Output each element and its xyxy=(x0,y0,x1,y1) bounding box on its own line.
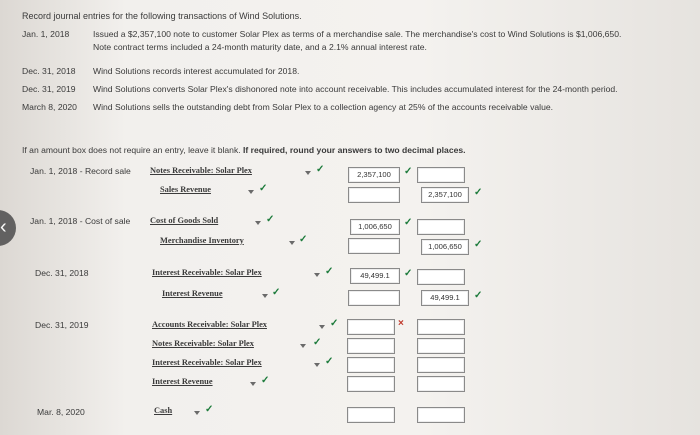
check-icon: ✓ xyxy=(266,214,275,225)
check-icon: ✓ xyxy=(316,164,325,175)
check-icon: ✓ xyxy=(474,290,483,301)
check-icon: ✓ xyxy=(474,239,483,250)
transaction-date: March 8, 2020 xyxy=(22,102,77,112)
chevron-down-icon[interactable] xyxy=(289,241,295,245)
credit-account-select[interactable]: Sales Revenue xyxy=(160,185,211,194)
credit-amount-input[interactable]: 1,006,650 xyxy=(421,239,469,255)
account-select[interactable]: Cash xyxy=(154,406,173,415)
debit-account-select[interactable]: Notes Receivable: Solar Plex xyxy=(150,166,252,175)
check-icon: ✓ xyxy=(325,266,334,277)
account-select[interactable]: Interest Receivable: Solar Plex xyxy=(152,358,262,367)
credit-account-select[interactable]: Merchandise Inventory xyxy=(160,236,244,245)
chevron-down-icon[interactable] xyxy=(262,294,268,298)
check-icon: ✓ xyxy=(299,234,308,245)
account-select[interactable]: Interest Revenue xyxy=(152,377,213,386)
chevron-down-icon[interactable] xyxy=(319,325,325,329)
credit-amount-input[interactable] xyxy=(417,219,465,235)
debit-amount-input[interactable] xyxy=(348,187,400,203)
check-icon: ✓ xyxy=(272,287,281,298)
back-nav-button[interactable] xyxy=(0,210,16,246)
check-icon: ✓ xyxy=(205,404,214,415)
debit-amount-input[interactable] xyxy=(347,319,395,335)
transaction-date: Dec. 31, 2019 xyxy=(22,84,76,94)
check-icon: ✓ xyxy=(325,356,334,367)
entry-label: Jan. 1, 2018 - Record sale xyxy=(30,166,131,176)
debit-amount-input[interactable] xyxy=(348,238,400,254)
check-icon: ✓ xyxy=(404,217,413,228)
transaction-text: Wind Solutions records interest accumulated for 2018. xyxy=(93,66,300,76)
chevron-down-icon[interactable] xyxy=(314,363,320,367)
account-select[interactable]: Notes Receivable: Solar Plex xyxy=(152,339,254,348)
debit-amount-input[interactable] xyxy=(347,338,395,354)
instructions-normal: If an amount box does not require an entry, leave it blank. xyxy=(22,145,241,155)
transaction-text: Issued a $2,357,100 note to customer Solar Plex as terms of a merchandise sale. The merchandise's cost to Wind Solutions is $1,006,650. xyxy=(93,29,622,39)
check-icon: ✓ xyxy=(404,268,413,279)
chevron-down-icon[interactable] xyxy=(194,411,200,415)
credit-amount-input[interactable] xyxy=(417,167,465,183)
debit-amount-input[interactable] xyxy=(347,357,395,373)
debit-account-select[interactable]: Cost of Goods Sold xyxy=(150,216,219,225)
entry-label: Mar. 8, 2020 xyxy=(37,407,85,417)
chevron-down-icon[interactable] xyxy=(250,382,256,386)
instructions-bold: If required, round your answers to two decimal places. xyxy=(243,145,466,155)
credit-amount-input[interactable]: 2,357,100 xyxy=(421,187,469,203)
debit-amount-input[interactable] xyxy=(347,376,395,392)
credit-amount-input[interactable] xyxy=(417,319,465,335)
debit-amount-input[interactable] xyxy=(347,407,395,423)
transaction-date: Dec. 31, 2018 xyxy=(22,66,76,76)
check-icon: ✓ xyxy=(259,183,268,194)
transaction-text: Wind Solutions sells the outstanding debt from Solar Plex to a collection agency at 25% of the accounts receivable value. xyxy=(93,102,554,112)
transaction-text: Note contract terms included a 24-month maturity date, and a 2.1% annual interest rate. xyxy=(93,42,427,52)
check-icon: ✓ xyxy=(330,318,339,329)
credit-amount-input[interactable] xyxy=(417,407,465,423)
credit-amount-input[interactable] xyxy=(417,338,465,354)
debit-amount-input[interactable]: 2,357,100 xyxy=(348,167,400,183)
chevron-down-icon[interactable] xyxy=(255,221,261,225)
entry-label: Dec. 31, 2018 xyxy=(35,268,89,278)
credit-amount-input[interactable] xyxy=(417,269,465,285)
instructions xyxy=(22,145,466,155)
check-icon: ✓ xyxy=(313,337,322,348)
credit-amount-input[interactable] xyxy=(417,357,465,373)
debit-account-select[interactable]: Interest Receivable: Solar Plex xyxy=(152,268,262,277)
chevron-left-icon: ‹ xyxy=(0,216,7,238)
credit-amount-input[interactable]: 49,499.1 xyxy=(421,290,469,306)
entry-label: Jan. 1, 2018 - Cost of sale xyxy=(30,216,131,226)
entry-label: Dec. 31, 2019 xyxy=(35,320,89,330)
check-icon: ✓ xyxy=(474,187,483,198)
page-title: Record journal entries for the following transactions of Wind Solutions. xyxy=(22,11,302,21)
credit-account-select[interactable]: Interest Revenue xyxy=(162,289,223,298)
account-select[interactable]: Accounts Receivable: Solar Plex xyxy=(152,320,267,329)
transaction-text: Wind Solutions converts Solar Plex's dishonored note into account receivable. This includes accumulated interest for the 24-month period. xyxy=(93,84,618,94)
debit-amount-input[interactable]: 49,499.1 xyxy=(350,268,400,284)
transaction-date: Jan. 1, 2018 xyxy=(22,29,70,39)
check-icon: ✓ xyxy=(261,375,270,386)
credit-amount-input[interactable] xyxy=(417,376,465,392)
chevron-down-icon[interactable] xyxy=(314,273,320,277)
check-icon: ✓ xyxy=(404,166,413,177)
debit-amount-input[interactable] xyxy=(348,290,400,306)
debit-amount-input[interactable]: 1,006,650 xyxy=(350,219,400,235)
chevron-down-icon[interactable] xyxy=(305,171,311,175)
cross-icon: × xyxy=(398,318,404,329)
chevron-down-icon[interactable] xyxy=(300,344,306,348)
chevron-down-icon[interactable] xyxy=(248,190,254,194)
